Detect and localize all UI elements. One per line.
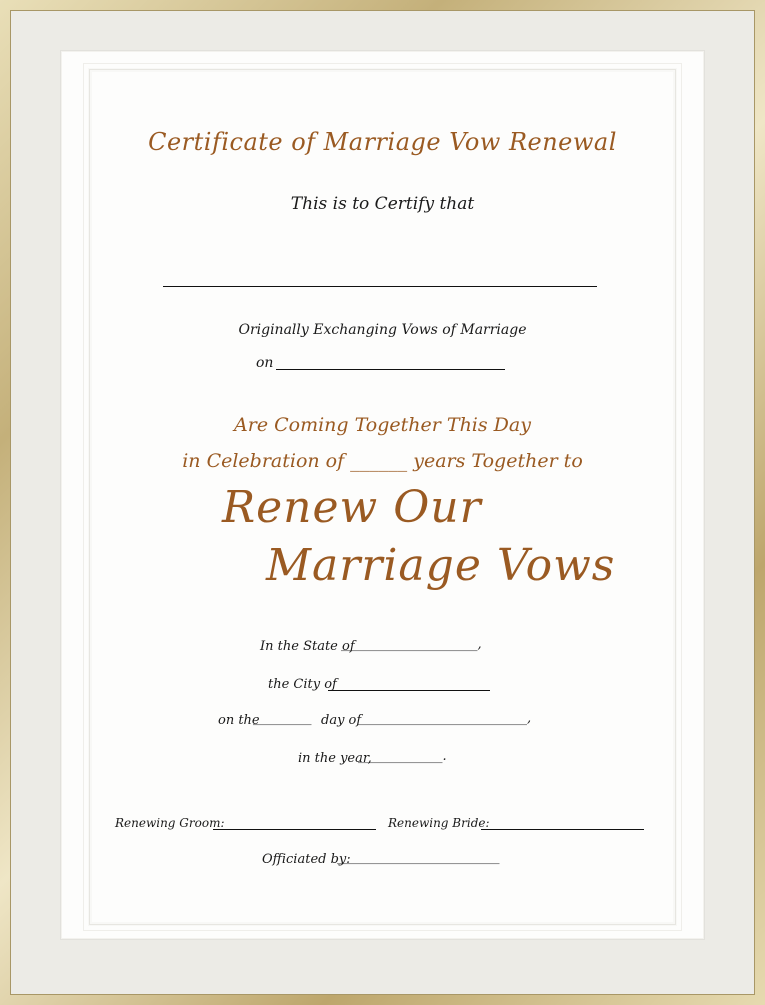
- bride-line[interactable]: [481, 829, 644, 830]
- city-label: the City of: [268, 677, 337, 692]
- state-field[interactable]: _____________________,: [341, 637, 482, 652]
- officiated-label: Officiated by:: [262, 852, 351, 867]
- on-the-label: on the: [218, 713, 260, 728]
- day-of-label: day of: [321, 713, 362, 728]
- city-line[interactable]: [328, 690, 490, 691]
- celebration-text: in Celebration of ______ years Together to: [182, 450, 583, 472]
- day-field[interactable]: _________: [253, 711, 312, 726]
- officiated-field[interactable]: _________________________: [337, 850, 500, 865]
- certificate-title: Certificate of Marriage Vow Renewal: [148, 128, 617, 156]
- on-label: on: [256, 355, 274, 371]
- groom-line[interactable]: [213, 829, 376, 830]
- state-label: In the State of: [260, 639, 355, 654]
- names-line[interactable]: [163, 286, 597, 287]
- groom-label: Renewing Groom:: [115, 816, 225, 830]
- renew-heading-line1: Renew Our: [222, 482, 482, 533]
- originally-text: Originally Exchanging Vows of Marriage: [238, 322, 527, 338]
- certify-text: This is to Certify that: [290, 194, 475, 214]
- bride-label: Renewing Bride:: [388, 816, 490, 830]
- coming-together-text: Are Coming Together This Day: [234, 414, 531, 436]
- month-field[interactable]: __________________________,: [358, 711, 532, 726]
- year-label: in the year,: [298, 751, 372, 766]
- year-field[interactable]: _____________.: [358, 749, 447, 764]
- original-date-line[interactable]: [276, 369, 505, 370]
- renew-heading-line2: Marriage Vows: [266, 540, 616, 591]
